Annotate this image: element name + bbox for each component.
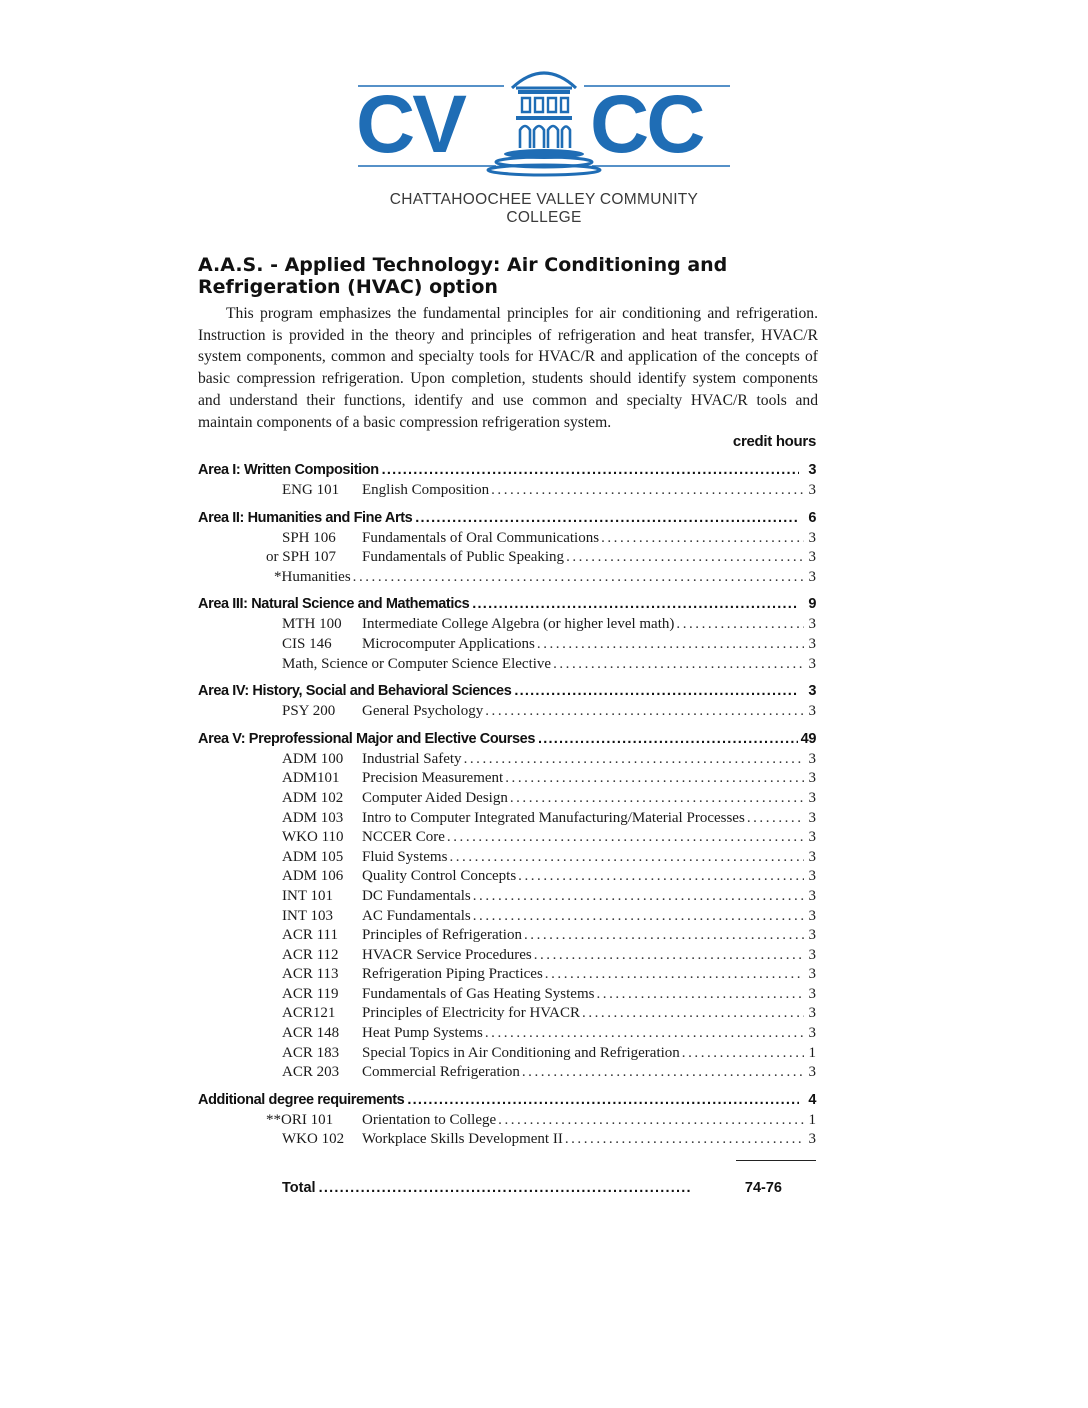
course-hours: 3 [808, 770, 816, 787]
course-row [198, 986, 816, 1006]
course-hours: 1 [808, 1044, 816, 1061]
dot-leader [545, 966, 804, 983]
course-hours: 3 [808, 868, 816, 885]
dot-leader [353, 569, 804, 586]
dot-leader [747, 810, 804, 827]
course-code-text: ADM 100 [282, 750, 344, 767]
course-row [198, 810, 816, 830]
course-row [198, 751, 816, 771]
course-code [198, 888, 362, 905]
course-code-text: ADM 102 [282, 789, 344, 806]
area-title: Area V: Preprofessional Major and Elective Courses [198, 730, 535, 747]
dot-leader [473, 908, 804, 925]
course-hours: 3 [808, 946, 816, 963]
course-code [198, 530, 362, 547]
course-hours: 3 [808, 966, 816, 983]
course-name: NCCER Core [362, 829, 445, 846]
course-code-text: PSY 200 [282, 703, 336, 720]
course-hours: 3 [808, 789, 816, 806]
area-hours: 6 [808, 509, 816, 526]
course-row [198, 703, 816, 723]
course-row [198, 790, 816, 810]
course-hours: 3 [808, 907, 816, 924]
curriculum-list [198, 462, 816, 1159]
dot-leader [582, 1005, 804, 1022]
course-code [198, 810, 362, 827]
course-row [198, 530, 816, 550]
course-code-text: ACR 113 [282, 966, 339, 983]
course-name: Intro to Computer Integrated Manufacturing/Material Processes [362, 809, 745, 826]
course-hours: 3 [808, 529, 816, 546]
course-code-text: ACR121 [282, 1005, 336, 1022]
course-name: Fundamentals of Public Speaking [362, 549, 565, 566]
program-title-line2: Refrigeration (HVAC) option [198, 276, 498, 298]
course-name: Math, Science or Computer Science Elective [282, 655, 552, 672]
course-name: Industrial Safety [362, 750, 462, 767]
course-hours: 3 [808, 616, 816, 633]
course-name: Fundamentals of Gas Heating Systems [362, 985, 595, 1002]
dot-leader [537, 636, 804, 653]
course-hours: 3 [808, 829, 816, 846]
course-row [198, 1131, 816, 1151]
course-row [198, 947, 816, 967]
course-row [198, 966, 816, 986]
course-name: Microcomputer Applications [362, 635, 535, 652]
dot-leader [514, 683, 799, 699]
dot-leader [407, 1092, 799, 1108]
college-logo [356, 58, 736, 226]
program-title [198, 254, 818, 298]
course-row [198, 829, 816, 849]
course-code-text: CIS 146 [282, 635, 332, 652]
course-code-text: ACR 183 [282, 1044, 340, 1061]
course-row [198, 549, 816, 569]
dot-leader [522, 1064, 804, 1081]
rotunda-building-icon [356, 58, 732, 188]
course-row [198, 1064, 816, 1084]
course-hours: 3 [808, 1005, 816, 1022]
course-code-text: MTH 100 [282, 616, 342, 633]
credit-hours-label: credit hours [732, 433, 816, 450]
course-code [198, 849, 362, 866]
area-hours: 49 [800, 730, 816, 747]
dot-leader [485, 1025, 804, 1042]
course-code [198, 908, 362, 925]
program-title-line1: A.A.S. - Applied Technology: Air Conditioning and [198, 254, 728, 276]
area-heading [198, 731, 816, 751]
course-row [198, 569, 816, 589]
course-code-text: ACR 148 [282, 1025, 340, 1042]
dot-leader [498, 1112, 804, 1129]
dot-leader [553, 656, 804, 673]
course-hours: 3 [808, 568, 816, 585]
course-row [198, 616, 816, 636]
course-code [198, 986, 362, 1003]
curriculum-area [198, 596, 816, 675]
area-hours: 9 [808, 596, 816, 613]
dot-leader [464, 751, 804, 768]
course-hours: 3 [808, 703, 816, 720]
course-code [198, 1025, 362, 1042]
course-row [198, 888, 816, 908]
course-name: Computer Aided Design [362, 789, 508, 806]
course-code-text: ADM 106 [282, 868, 344, 885]
dot-leader [676, 616, 804, 633]
course-code [198, 1131, 362, 1148]
course-code [198, 616, 362, 633]
course-name: Workplace Skills Development II [362, 1131, 563, 1148]
area-title: Area III: Natural Science and Mathematics [198, 596, 470, 613]
area-heading [198, 462, 816, 482]
course-code [198, 1112, 362, 1129]
course-code [198, 947, 362, 964]
course-name: English Composition [362, 482, 490, 498]
course-name: HVACR Service Procedures [362, 946, 532, 963]
area-heading [198, 1092, 816, 1112]
course-code-text: ACR 119 [282, 985, 339, 1002]
course-code-text: or SPH 107 [266, 549, 337, 566]
course-name: Fluid Systems [362, 848, 448, 865]
program-description: This program emphasizes the fundamental principles for air conditioning and refrigeration. Instruction is provided in the theory and principles of refrigeration and heat transfer, HVAC/R system components, common and specialty tools for HVAC/R and application of the concepts of basic compression refrigeration. Upon completion, students should identify system components and understand their functions, identify and use common and specialty HVAC/R tools and maintain components of a basic compression refrigeration system. [198, 305, 818, 431]
course-row [198, 868, 816, 888]
course-hours: 3 [808, 887, 816, 904]
course-hours: 3 [808, 750, 816, 767]
course-code-text: ENG 101 [282, 482, 340, 498]
course-name: AC Fundamentals [362, 907, 471, 924]
total-rule [736, 1160, 816, 1161]
area-title: Additional degree requirements [198, 1091, 405, 1108]
course-name: Fundamentals of Oral Communications [362, 529, 600, 546]
dot-leader [566, 549, 804, 566]
course-row [198, 927, 816, 947]
dot-leader [601, 530, 804, 547]
course-code [198, 1005, 362, 1022]
course-code-text: ACR 203 [282, 1064, 340, 1081]
course-code [198, 829, 362, 846]
course-row [198, 1112, 816, 1132]
college-name: CHATTAHOOCHEE VALLEY COMMUNITY COLLEGE [389, 191, 699, 226]
curriculum-area [198, 462, 816, 502]
dot-leader [485, 703, 804, 720]
course-code [198, 868, 362, 885]
total-row [282, 1180, 782, 1196]
curriculum-area [198, 510, 816, 589]
area-heading [198, 596, 816, 616]
dot-leader [518, 868, 804, 885]
course-code-text: INT 103 [282, 907, 333, 924]
course-code-text: ADM101 [282, 770, 340, 787]
course-code [198, 1064, 362, 1081]
dot-leader [524, 927, 804, 944]
dot-leader [319, 1180, 742, 1196]
course-code-text: ACR 111 [282, 927, 338, 944]
course-code [198, 790, 362, 807]
course-hours: 3 [808, 1064, 816, 1081]
course-hours: 3 [808, 655, 816, 672]
course-hours: 3 [808, 927, 816, 944]
area-title: Area IV: History, Social and Behavioral Sciences [198, 683, 512, 700]
course-row [198, 908, 816, 928]
course-code [198, 549, 362, 566]
area-heading [198, 683, 816, 703]
course-hours: 3 [808, 1131, 816, 1148]
course-code [198, 751, 362, 768]
logo-left-letters: CV [356, 79, 464, 170]
course-code-text: **ORI 101 [266, 1111, 334, 1128]
area-heading [198, 510, 816, 530]
course-row [198, 849, 816, 869]
dot-leader [472, 596, 799, 612]
dot-leader [596, 986, 804, 1003]
dot-leader [534, 947, 804, 964]
course-hours: 3 [808, 809, 816, 826]
dot-leader [682, 1045, 804, 1062]
curriculum-area [198, 1092, 816, 1151]
course-name: Heat Pump Systems [362, 1025, 483, 1042]
dot-leader [565, 1131, 804, 1148]
course-name: Commercial Refrigeration [362, 1064, 520, 1081]
course-hours: 3 [808, 635, 816, 652]
dot-leader [505, 770, 804, 787]
logo-right-letters: CC [590, 79, 703, 170]
area-title: Area II: Humanities and Fine Arts [198, 509, 413, 526]
course-name: Precision Measurement [362, 770, 504, 787]
course-code-text: WKO 110 [282, 829, 344, 846]
course-hours: 3 [808, 482, 816, 498]
area-hours: 4 [808, 1091, 816, 1108]
course-row [198, 1025, 816, 1045]
course-row [198, 482, 816, 502]
course-code [198, 703, 362, 720]
dot-leader [473, 888, 804, 905]
course-code-text: ADM 105 [282, 848, 344, 865]
total-label: Total [282, 1180, 316, 1196]
course-name: DC Fundamentals [362, 887, 471, 904]
dot-leader [382, 462, 799, 478]
total-hours: 74-76 [744, 1180, 782, 1196]
dot-leader [538, 731, 798, 747]
course-code-text: *Humanities [274, 568, 351, 585]
course-name: Quality Control Concepts [362, 868, 517, 885]
course-row [198, 770, 816, 790]
area-hours: 3 [808, 462, 816, 478]
course-code-text: ACR 112 [282, 946, 339, 963]
course-name: Orientation to College [362, 1111, 497, 1128]
course-name: General Psychology [362, 703, 484, 720]
course-code [198, 966, 362, 983]
course-code [198, 636, 362, 653]
curriculum-area [198, 683, 816, 723]
dot-leader [449, 849, 804, 866]
course-row [198, 1005, 816, 1025]
area-hours: 3 [808, 683, 816, 700]
course-row [198, 636, 816, 656]
course-hours: 1 [808, 1111, 816, 1128]
course-name: Refrigeration Piping Practices [362, 966, 543, 983]
dot-leader [491, 482, 804, 499]
curriculum-area [198, 731, 816, 1084]
course-hours: 3 [808, 985, 816, 1002]
course-name: Principles of Electricity for HVACR [362, 1005, 581, 1022]
course-name: Principles of Refrigeration [362, 927, 522, 944]
course-code-text: WKO 102 [282, 1131, 345, 1148]
dot-leader [510, 790, 804, 807]
course-code [198, 1045, 362, 1062]
course-row [198, 1045, 816, 1065]
course-hours: 3 [808, 549, 816, 566]
course-code [198, 927, 362, 944]
course-name: Intermediate College Algebra (or higher level math) [362, 616, 675, 633]
course-hours: 3 [808, 848, 816, 865]
dot-leader [415, 510, 799, 526]
course-code [198, 770, 362, 787]
course-code-text: SPH 106 [282, 529, 336, 546]
course-hours: 3 [808, 1025, 816, 1042]
course-code [198, 569, 351, 586]
course-code-text: INT 101 [282, 887, 333, 904]
area-title: Area I: Written Composition [198, 462, 379, 478]
course-row [198, 656, 816, 676]
course-code [198, 482, 362, 499]
course-code-text: ADM 103 [282, 809, 344, 826]
dot-leader [447, 829, 804, 846]
course-name: Special Topics in Air Conditioning and Refrigeration [362, 1044, 680, 1061]
